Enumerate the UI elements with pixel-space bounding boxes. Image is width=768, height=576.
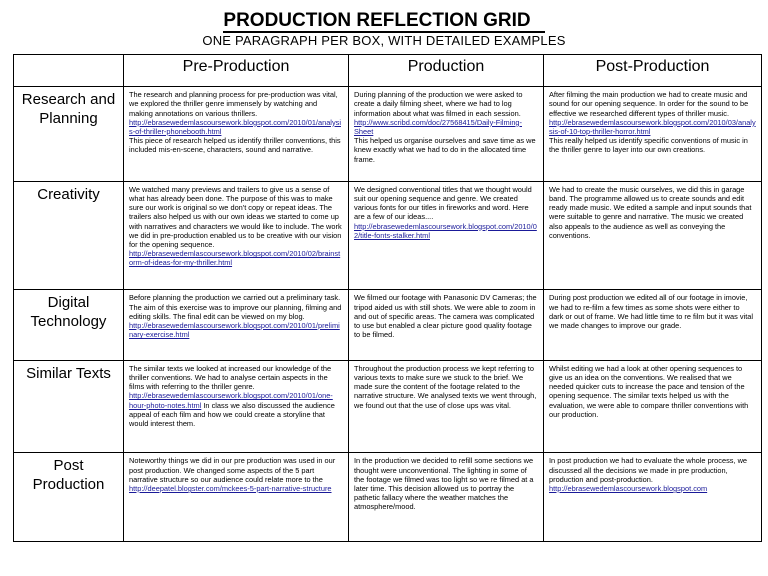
grid-cell: Before planning the production we carried out a preliminary task. The aim of this exercise was to improve our planning, filming and editing skills. The final edit can be viewed on my blog. http://ebrasewedemlascoursework.blogspot.com/2010/01/preliminary-exercise.html	[124, 290, 349, 360]
row-header: Research and Planning	[14, 87, 124, 182]
grid-cell: After filming the main production we had to create music and sound for our opening sequence. In order for the sound to be effective we researched different types of thriller music. http://ebrasewedemlascoursework.blogspot.com/2010/03/analysis-of-10-top-thriller-horror.html This really helped us identify specific conventions of music in the thriller genre to layer into our own creations.	[544, 87, 762, 182]
grid-cell: We filmed our footage with Panasonic DV Cameras; the tripod aided us with still shots. We were able to zoom in and out of specific areas. The camera was complicated to use but enabled a clear picture good quality footage to be filmed.	[349, 290, 544, 360]
blog-link[interactable]: http://ebrasewedemlascoursework.blogspot.com	[549, 484, 708, 494]
reflection-grid	[13, 54, 762, 542]
page-subtitle: ONE PARAGRAPH PER BOX, WITH DETAILED EXAMPLES	[202, 33, 566, 48]
grid-cell: Whilst editing we had a look at other opening sequences to give us an idea on the conventions. We realised that we needed quicker cuts to increase the pace and tension of the opening sequence. The similar texts helped us with the evaluation, we were able to compare thriller conventions with our production.	[544, 360, 762, 453]
row-header: Digital Technology	[14, 290, 124, 360]
grid-cell: In the production we decided to refill some sections we thought were unconventional. The lighting in some of the footage we filmed was too light so we re filmed at a later time. This decision allowed us to portray the pathetic fallacy where the weather matches the atmosphere/mood.	[349, 453, 544, 542]
header-row	[14, 55, 762, 87]
column-header-post-production: Post-Production	[544, 55, 762, 87]
grid-cell: During post production we edited all of our footage in imovie, we had to re-film a few times as some shots were either to dark or out of frame. We had little time to re film but it was vital we made changes to improve our grade.	[544, 290, 762, 360]
blog-link[interactable]: http://ebrasewedemlascoursework.blogspot.com/2010/01/analysis-of-thriller-phonebooth.html	[129, 117, 341, 136]
corner-cell	[14, 55, 124, 87]
blog-link[interactable]: http://deepatel.blogster.com/mckees-5-part-narrative-structure	[129, 484, 332, 494]
blog-link[interactable]: http://ebrasewedemlascoursework.blogspot.com/2010/01/one-hour-photo-notes.html	[129, 391, 333, 410]
row-similar-texts	[14, 360, 762, 453]
blog-link[interactable]: http://ebrasewedemlascoursework.blogspot.com/2010/03/analysis-of-10-top-thriller-horror.html	[549, 117, 756, 136]
grid-cell: The research and planning process for pre-production was vital, we explored the thriller genre immensely by watching and making annotations on various thrillers. http://ebrasewedemlascoursework.blogspot.com/2010/01/analysis-of-thriller-phonebooth.html This piece of research helped us identify thriller conventions, this included mis-en-scene, characters, sound and narrative.	[124, 87, 349, 182]
grid-cell: We designed conventional titles that we thought would suit our opening sequence and genre. We created various fonts for our titles in fireworks and word. Here are a few of our ideas.... http://ebrasewedemlascoursework.blogspot.com/2010/02/title-fonts-stalker.html	[349, 181, 544, 290]
grid-cell: In post production we had to evaluate the whole process, we discussed all the decisions we made in pre production, production and post-production. http://ebrasewedemlascoursework.blogspot.com	[544, 453, 762, 542]
row-header: Similar Texts	[14, 360, 124, 453]
blog-link[interactable]: http://ebrasewedemlascoursework.blogspot.com/2010/02/title-fonts-stalker.html	[354, 221, 537, 240]
row-post-production	[14, 453, 762, 542]
blog-link[interactable]: http://www.scribd.com/doc/27568415/Daily-Filming-Sheet	[354, 117, 522, 136]
grid-cell: Noteworthy things we did in our pre production was used in our post production. We changed some aspects of the 5 part narrative structure so our audience could relate more to the http://deepatel.blogster.com/mckees-5-part-narrative-structure	[124, 453, 349, 542]
column-header-production: Production	[349, 55, 544, 87]
grid-cell: The similar texts we looked at increased our knowledge of the thriller conventions. We had to analyse certain aspects in the films with referring to the thriller genre. http://ebrasewedemlascoursework.blogspot.com/2010/01/one-hour-photo-notes.html In class we also discussed the audience appeal of each film and how we could create a storyline that would interest them.	[124, 360, 349, 453]
grid-cell: Throughout the production process we kept referring to various texts to make sure we stuck to the brief. We made sure the content of the footage related to the narrative structure. We analysed texts we went through, we found out that the use of close ups was vital.	[349, 360, 544, 453]
row-header: Creativity	[14, 181, 124, 290]
blog-link[interactable]: http://ebrasewedemlascoursework.blogspot.com/2010/02/brainstorm-of-ideas-for-my-thriller.html	[129, 249, 341, 268]
page-title: PRODUCTION REFLECTION GRID	[0, 10, 768, 32]
blog-link[interactable]: http://ebrasewedemlascoursework.blogspot.com/2010/01/preliminary-exercise.html	[129, 321, 340, 340]
row-digital-technology	[14, 290, 762, 360]
column-header-pre-production: Pre-Production	[124, 55, 349, 87]
row-creativity	[14, 181, 762, 290]
grid-cell: During planning of the production we were asked to create a daily filming sheet, where we had to log information about what was filmed in each session. http://www.scribd.com/doc/27568415/Daily-Filming-Sheet This helped us organise ourselves and save time as we knew exactly what we had to do in the allocated time frame.	[349, 87, 544, 182]
row-research-planning	[14, 87, 762, 182]
grid-cell: We had to create the music ourselves, we did this in garage band. The programme allowed us to create sounds and edit ready made music. We edited a sample and input sounds that were suitable to genre and narrative. The music we created also appeals to the audience as well as conveying the conventions.	[544, 181, 762, 290]
grid-cell: We watched many previews and trailers to give us a sense of what has already been done. The purpose of this was to make sure our work is original so we don't copy or repeat ideas. The trailers also helped us with our own ideas we started to come up with narratives and characters we would like to include. The work we did in pre-production enabled us to be creative with our vision for the opening sequence. http://ebrasewedemlascoursework.blogspot.com/2010/02/brainstorm-of-ideas-for-my-thriller.html	[124, 181, 349, 290]
row-header: Post Production	[14, 453, 124, 542]
